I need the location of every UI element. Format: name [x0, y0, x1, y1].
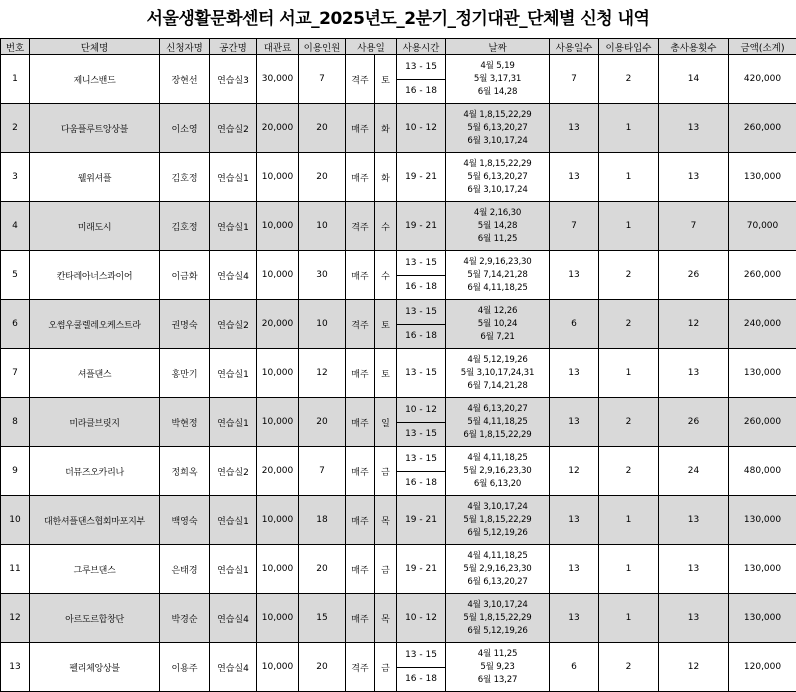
amount-subtotal: 260,000 [729, 398, 796, 447]
header-cell: 이용인원 [299, 39, 346, 55]
date-line: 4월 6,13,20,27 [446, 403, 549, 416]
applicant-name: 정희옥 [160, 447, 210, 496]
amount-subtotal: 240,000 [729, 300, 796, 349]
rental-fee: 10,000 [257, 643, 299, 692]
total-usage-count: 13 [659, 349, 729, 398]
header-cell: 사용시간 [397, 39, 446, 55]
date-line: 5월 6,13,20,27 [446, 171, 549, 184]
space-name: 연습실4 [210, 251, 257, 300]
usage-weekday: 토 [375, 349, 397, 398]
user-count: 20 [299, 545, 346, 594]
rental-fee: 10,000 [257, 398, 299, 447]
usage-time: 16 - 18 [397, 79, 446, 104]
group-name: 칸타레아너스콰이어 [30, 251, 160, 300]
amount-subtotal: 130,000 [729, 545, 796, 594]
group-name: 더뮤즈오카리나 [30, 447, 160, 496]
amount-subtotal: 130,000 [729, 349, 796, 398]
rental-fee: 10,000 [257, 251, 299, 300]
usage-dates [446, 496, 550, 545]
date-line: 4월 3,10,17,24 [446, 599, 549, 612]
space-name: 연습실2 [210, 300, 257, 349]
date-line: 4월 11,25 [446, 648, 549, 661]
usage-dates [446, 300, 550, 349]
header-cell: 날짜 [446, 39, 550, 55]
row-number: 5 [1, 251, 30, 300]
usage-time: 13 - 15 [397, 643, 446, 668]
usage-weekday: 토 [375, 55, 397, 104]
space-name: 연습실2 [210, 447, 257, 496]
row-number: 4 [1, 202, 30, 251]
rental-fee: 30,000 [257, 55, 299, 104]
date-line: 6월 7,21 [446, 331, 549, 344]
rental-fee: 10,000 [257, 349, 299, 398]
total-usage-count: 13 [659, 104, 729, 153]
date-line: 4월 1,8,15,22,29 [446, 109, 549, 122]
row-number: 11 [1, 545, 30, 594]
usage-dates [446, 447, 550, 496]
table-row [1, 55, 796, 80]
space-name: 연습실1 [210, 398, 257, 447]
space-name: 연습실1 [210, 349, 257, 398]
usage-weekday: 금 [375, 447, 397, 496]
usage-time: 10 - 12 [397, 398, 446, 423]
usage-time: 16 - 18 [397, 324, 446, 349]
usage-type-count: 2 [599, 251, 659, 300]
date-line: 5월 7,14,21,28 [446, 269, 549, 282]
date-line: 5월 3,10,17,24,31 [446, 367, 549, 380]
usage-type-count: 1 [599, 594, 659, 643]
date-line: 5월 4,11,18,25 [446, 416, 549, 429]
applicant-name: 박경순 [160, 594, 210, 643]
user-count: 7 [299, 55, 346, 104]
usage-frequency: 매주 [346, 104, 375, 153]
usage-weekday: 토 [375, 300, 397, 349]
row-number: 2 [1, 104, 30, 153]
amount-subtotal: 420,000 [729, 55, 796, 104]
usage-dates [446, 349, 550, 398]
group-name: 미라클브릿지 [30, 398, 160, 447]
applicant-name: 홍만기 [160, 349, 210, 398]
user-count: 7 [299, 447, 346, 496]
application-table [0, 38, 796, 692]
usage-frequency: 매주 [346, 594, 375, 643]
total-usage-count: 13 [659, 496, 729, 545]
table-row [1, 594, 796, 643]
date-line: 6월 3,10,17,24 [446, 184, 549, 197]
user-count: 20 [299, 643, 346, 692]
row-number: 13 [1, 643, 30, 692]
space-name: 연습실1 [210, 202, 257, 251]
date-line: 4월 4,11,18,25 [446, 550, 549, 563]
usage-frequency: 매주 [346, 153, 375, 202]
usage-type-count: 1 [599, 496, 659, 545]
user-count: 30 [299, 251, 346, 300]
space-name: 연습실1 [210, 545, 257, 594]
usage-type-count: 1 [599, 202, 659, 251]
rental-fee: 10,000 [257, 496, 299, 545]
total-usage-count: 26 [659, 251, 729, 300]
header-cell: 대관료 [257, 39, 299, 55]
table-row [1, 496, 796, 545]
date-line: 5월 1,8,15,22,29 [446, 612, 549, 625]
date-line: 4월 5,12,19,26 [446, 354, 549, 367]
total-usage-count: 7 [659, 202, 729, 251]
usage-days: 13 [550, 104, 599, 153]
date-line: 4월 4,11,18,25 [446, 452, 549, 465]
total-usage-count: 14 [659, 55, 729, 104]
usage-time: 19 - 21 [397, 202, 446, 251]
usage-frequency: 매주 [346, 496, 375, 545]
total-usage-count: 13 [659, 545, 729, 594]
applicant-name: 김호정 [160, 202, 210, 251]
date-line: 4월 5,19 [446, 60, 549, 73]
usage-days: 13 [550, 398, 599, 447]
table-row [1, 153, 796, 202]
date-line: 5월 1,8,15,22,29 [446, 514, 549, 527]
user-count: 20 [299, 398, 346, 447]
usage-frequency: 격주 [346, 202, 375, 251]
group-name: 미래도시 [30, 202, 160, 251]
date-line: 6월 7,14,21,28 [446, 380, 549, 393]
group-name: 웰위셔플 [30, 153, 160, 202]
usage-days: 6 [550, 643, 599, 692]
usage-time: 13 - 15 [397, 349, 446, 398]
usage-weekday: 화 [375, 104, 397, 153]
row-number: 1 [1, 55, 30, 104]
group-name: 대한셔플댄스협회마포지부 [30, 496, 160, 545]
date-line: 6월 3,10,17,24 [446, 135, 549, 148]
usage-time: 19 - 21 [397, 153, 446, 202]
user-count: 12 [299, 349, 346, 398]
row-number: 3 [1, 153, 30, 202]
total-usage-count: 12 [659, 300, 729, 349]
date-line: 5월 10,24 [446, 318, 549, 331]
amount-subtotal: 130,000 [729, 594, 796, 643]
usage-type-count: 1 [599, 545, 659, 594]
date-line: 5월 6,13,20,27 [446, 122, 549, 135]
space-name: 연습실3 [210, 55, 257, 104]
group-name: 제니스밴드 [30, 55, 160, 104]
date-line: 6월 6,13,20 [446, 478, 549, 491]
usage-type-count: 1 [599, 153, 659, 202]
usage-dates [446, 594, 550, 643]
date-line: 4월 12,26 [446, 305, 549, 318]
amount-subtotal: 480,000 [729, 447, 796, 496]
usage-type-count: 1 [599, 104, 659, 153]
usage-time: 16 - 18 [397, 667, 446, 692]
usage-days: 13 [550, 594, 599, 643]
usage-dates [446, 545, 550, 594]
row-number: 6 [1, 300, 30, 349]
rental-fee: 10,000 [257, 594, 299, 643]
usage-frequency: 격주 [346, 643, 375, 692]
amount-subtotal: 260,000 [729, 251, 796, 300]
header-cell: 공간명 [210, 39, 257, 55]
applicant-name: 김호정 [160, 153, 210, 202]
applicant-name: 권명숙 [160, 300, 210, 349]
usage-dates [446, 251, 550, 300]
date-line: 6월 1,8,15,22,29 [446, 429, 549, 442]
date-line: 5월 14,28 [446, 220, 549, 233]
amount-subtotal: 260,000 [729, 104, 796, 153]
date-line: 5월 2,9,16,23,30 [446, 563, 549, 576]
rental-fee: 10,000 [257, 545, 299, 594]
table-row [1, 300, 796, 325]
header-cell: 번호 [1, 39, 30, 55]
applicant-name: 은태경 [160, 545, 210, 594]
date-line: 6월 11,25 [446, 233, 549, 246]
applicant-name: 이금화 [160, 251, 210, 300]
date-line: 4월 2,16,30 [446, 207, 549, 220]
group-name: 아르도르합창단 [30, 594, 160, 643]
usage-days: 13 [550, 251, 599, 300]
total-usage-count: 13 [659, 153, 729, 202]
usage-weekday: 수 [375, 251, 397, 300]
rental-fee: 10,000 [257, 153, 299, 202]
usage-weekday: 금 [375, 643, 397, 692]
group-name: 다움플루트앙상블 [30, 104, 160, 153]
space-name: 연습실2 [210, 104, 257, 153]
date-line: 6월 6,13,20,27 [446, 576, 549, 589]
header-cell: 사용일 [346, 39, 397, 55]
usage-frequency: 매주 [346, 398, 375, 447]
group-name: 오썸우쿨렐레오케스트라 [30, 300, 160, 349]
date-line: 6월 4,11,18,25 [446, 282, 549, 295]
date-line: 4월 1,8,15,22,29 [446, 158, 549, 171]
total-usage-count: 26 [659, 398, 729, 447]
date-line: 5월 2,9,16,23,30 [446, 465, 549, 478]
date-line: 5월 3,17,31 [446, 73, 549, 86]
usage-dates [446, 104, 550, 153]
date-line: 5월 9,23 [446, 661, 549, 674]
table-row [1, 104, 796, 153]
space-name: 연습실1 [210, 153, 257, 202]
applicant-name: 박현정 [160, 398, 210, 447]
amount-subtotal: 130,000 [729, 153, 796, 202]
header-cell: 이용타입수 [599, 39, 659, 55]
user-count: 20 [299, 153, 346, 202]
usage-dates [446, 398, 550, 447]
usage-type-count: 2 [599, 300, 659, 349]
user-count: 15 [299, 594, 346, 643]
usage-frequency: 매주 [346, 447, 375, 496]
table-row [1, 447, 796, 472]
applicant-name: 백영숙 [160, 496, 210, 545]
user-count: 10 [299, 202, 346, 251]
usage-days: 12 [550, 447, 599, 496]
usage-time: 16 - 18 [397, 471, 446, 496]
usage-dates [446, 55, 550, 104]
space-name: 연습실1 [210, 496, 257, 545]
header-row [1, 39, 796, 55]
header-cell: 단체명 [30, 39, 160, 55]
usage-weekday: 일 [375, 398, 397, 447]
usage-time: 13 - 15 [397, 447, 446, 472]
usage-days: 7 [550, 202, 599, 251]
usage-days: 13 [550, 496, 599, 545]
page-title: 서울생활문화센터 서교_2025년도_2분기_정기대관_단체별 신청 내역 [0, 0, 796, 38]
row-number: 12 [1, 594, 30, 643]
rental-fee: 20,000 [257, 447, 299, 496]
usage-weekday: 목 [375, 594, 397, 643]
usage-time: 13 - 15 [397, 251, 446, 276]
usage-dates [446, 153, 550, 202]
usage-time: 19 - 21 [397, 545, 446, 594]
usage-days: 7 [550, 55, 599, 104]
usage-dates [446, 643, 550, 692]
rental-fee: 20,000 [257, 104, 299, 153]
rental-fee: 20,000 [257, 300, 299, 349]
total-usage-count: 24 [659, 447, 729, 496]
usage-type-count: 2 [599, 55, 659, 104]
usage-frequency: 격주 [346, 55, 375, 104]
row-number: 9 [1, 447, 30, 496]
usage-time: 10 - 12 [397, 104, 446, 153]
date-line: 6월 5,12,19,26 [446, 625, 549, 638]
usage-days: 6 [550, 300, 599, 349]
header-cell: 사용일수 [550, 39, 599, 55]
usage-weekday: 목 [375, 496, 397, 545]
date-line: 6월 13,27 [446, 674, 549, 687]
amount-subtotal: 130,000 [729, 496, 796, 545]
table-row [1, 202, 796, 251]
amount-subtotal: 120,000 [729, 643, 796, 692]
usage-weekday: 수 [375, 202, 397, 251]
group-name: 그루브댄스 [30, 545, 160, 594]
table-row [1, 398, 796, 423]
usage-type-count: 2 [599, 447, 659, 496]
amount-subtotal: 70,000 [729, 202, 796, 251]
table-row [1, 643, 796, 668]
space-name: 연습실4 [210, 594, 257, 643]
usage-time: 19 - 21 [397, 496, 446, 545]
table-row [1, 545, 796, 594]
usage-dates [446, 202, 550, 251]
date-line: 6월 5,12,19,26 [446, 527, 549, 540]
total-usage-count: 12 [659, 643, 729, 692]
usage-weekday: 금 [375, 545, 397, 594]
user-count: 20 [299, 104, 346, 153]
usage-type-count: 2 [599, 643, 659, 692]
header-cell: 총사용횟수 [659, 39, 729, 55]
applicant-name: 장현선 [160, 55, 210, 104]
usage-frequency: 매주 [346, 251, 375, 300]
date-line: 4월 2,9,16,23,30 [446, 256, 549, 269]
usage-days: 13 [550, 349, 599, 398]
header-cell: 신청자명 [160, 39, 210, 55]
usage-time: 13 - 15 [397, 422, 446, 447]
usage-frequency: 격주 [346, 300, 375, 349]
user-count: 18 [299, 496, 346, 545]
space-name: 연습실4 [210, 643, 257, 692]
table-row [1, 349, 796, 398]
rental-fee: 10,000 [257, 202, 299, 251]
usage-frequency: 매주 [346, 349, 375, 398]
row-number: 10 [1, 496, 30, 545]
usage-type-count: 1 [599, 349, 659, 398]
applicant-name: 이용주 [160, 643, 210, 692]
header-cell: 금액(소계) [729, 39, 796, 55]
usage-time: 13 - 15 [397, 55, 446, 80]
date-line: 6월 14,28 [446, 86, 549, 99]
usage-days: 13 [550, 545, 599, 594]
usage-time: 13 - 15 [397, 300, 446, 325]
usage-time: 16 - 18 [397, 275, 446, 300]
user-count: 10 [299, 300, 346, 349]
date-line: 4월 3,10,17,24 [446, 501, 549, 514]
group-name: 셔플댄스 [30, 349, 160, 398]
usage-weekday: 화 [375, 153, 397, 202]
row-number: 7 [1, 349, 30, 398]
usage-days: 13 [550, 153, 599, 202]
table-body [1, 55, 796, 692]
usage-type-count: 2 [599, 398, 659, 447]
row-number: 8 [1, 398, 30, 447]
usage-time: 10 - 12 [397, 594, 446, 643]
usage-frequency: 매주 [346, 545, 375, 594]
total-usage-count: 13 [659, 594, 729, 643]
group-name: 펠리체앙상블 [30, 643, 160, 692]
applicant-name: 이소영 [160, 104, 210, 153]
table-row [1, 251, 796, 276]
